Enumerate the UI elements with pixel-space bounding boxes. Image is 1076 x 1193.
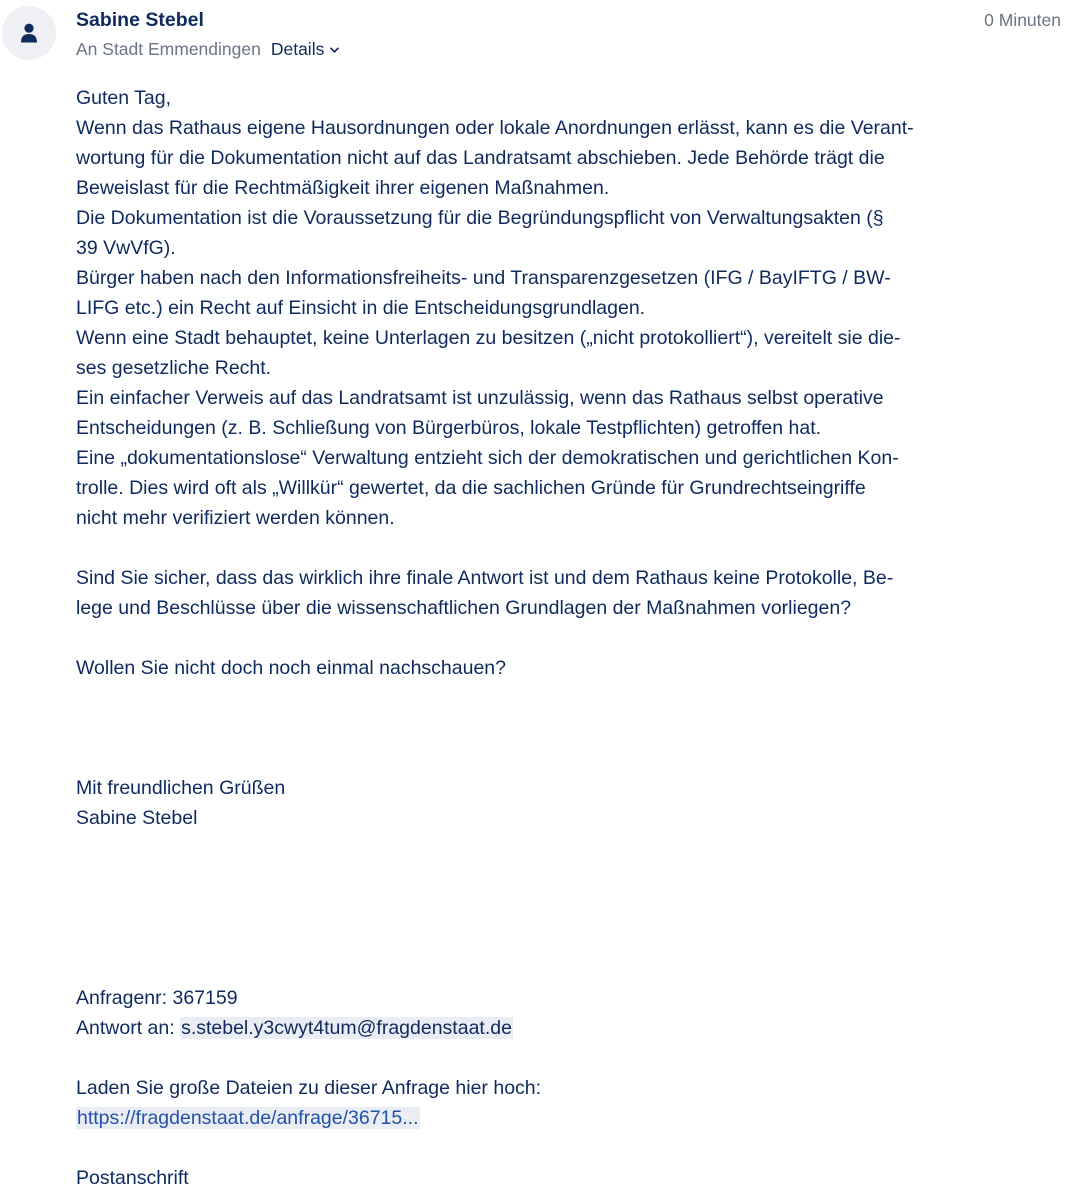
request-number: Anfragenr: 367159 (76, 987, 238, 1009)
message-line: Wollen Sie nicht doch noch einmal nachschauen? (76, 657, 506, 679)
message-line: nicht mehr verifiziert werden können. (76, 507, 395, 529)
message-line: lege und Beschlüsse über die wissenschaftlichen Grundlagen der Maßnahmen vorliegen? (76, 597, 852, 619)
message-line: Eine „dokumentationslose“ Verwaltung entzieht sich der demokratischen und gerichtlichen Kon- (76, 447, 899, 469)
upload-link-line (76, 1103, 996, 1133)
user-icon (20, 23, 38, 43)
blank-line (76, 1043, 996, 1073)
message-line: trolle. Dies wird oft als „Willkür“ gewertet, da die sachlichen Gründe für Grundrechtseingriffe (76, 477, 866, 499)
message-line: LIFG etc.) ein Recht auf Einsicht in die Entscheidungsgrundlagen. (76, 297, 646, 319)
blank-line (76, 1133, 996, 1163)
message-line: Guten Tag, (76, 87, 172, 109)
blank-line (76, 713, 996, 743)
blank-line (76, 683, 996, 713)
message-line: Entscheidungen (z. B. Schließung von Bürgerbüros, lokale Testpflichten) getroffen hat. (76, 417, 822, 439)
blank-line (76, 863, 996, 893)
message-body (76, 83, 996, 1193)
blank-line (76, 533, 996, 563)
timestamp: 0 Minuten (984, 10, 1061, 30)
reply-to-label: Antwort an: (76, 1017, 181, 1039)
recipient: An Stadt Emmendingen (76, 39, 261, 59)
message-line: 39 VwVfG). (76, 237, 176, 259)
closing-line: Mit freundlichen Grüßen (76, 777, 286, 799)
message-line: Wenn das Rathaus eigene Hausordnungen oder lokale Anordnungen erlässt, kann es die Verant- (76, 117, 914, 139)
postal-label: Postanschrift (76, 1167, 189, 1189)
message-line: wortung für die Dokumentation nicht auf das Landratsamt abschieben. Jede Behörde trägt die (76, 147, 885, 169)
sender-name: Sabine Stebel (76, 9, 204, 31)
message-line: Beweislast für die Rechtmäßigkeit ihrer eigenen Maßnahmen. (76, 177, 610, 199)
blank-line (76, 953, 996, 983)
blank-line (76, 833, 996, 863)
message-line: Ein einfacher Verweis auf das Landratsamt ist unzulässig, wenn das Rathaus selbst operative (76, 387, 884, 409)
reply-to-line (76, 1013, 996, 1043)
recipient-row (76, 39, 340, 60)
blank-line (76, 623, 996, 653)
reply-to-email[interactable]: s.stebel.y3cwyt4tum@fragdenstaat.de (181, 1017, 512, 1039)
chevron-down-icon (329, 46, 340, 54)
details-label: Details (270, 39, 325, 59)
blank-line (76, 743, 996, 773)
blank-line (76, 893, 996, 923)
message-line: ses gesetzliche Recht. (76, 357, 272, 379)
blank-line (76, 923, 996, 953)
upload-text: Laden Sie große Dateien zu dieser Anfrage hier hoch: (76, 1077, 542, 1099)
message-line: Die Dokumentation ist die Voraussetzung für die Begründungspflicht von Verwaltungsakten (§ (76, 207, 884, 229)
signature-name: Sabine Stebel (76, 807, 198, 829)
message-line: Bürger haben nach den Informationsfreiheits- und Transparenzgesetzen (IFG / BayIFTG / BW- (76, 267, 891, 289)
message-line: Wenn eine Stadt behauptet, keine Unterlagen zu besitzen („nicht protokolliert“), vereitelt sie die- (76, 327, 901, 349)
message-line: Sind Sie sicher, dass das wirklich ihre finale Antwort ist und dem Rathaus keine Protokolle, Be- (76, 567, 894, 589)
upload-link[interactable]: https://fragdenstaat.de/anfrage/36715... (77, 1107, 419, 1129)
avatar (2, 6, 56, 60)
details-toggle[interactable] (271, 39, 341, 60)
